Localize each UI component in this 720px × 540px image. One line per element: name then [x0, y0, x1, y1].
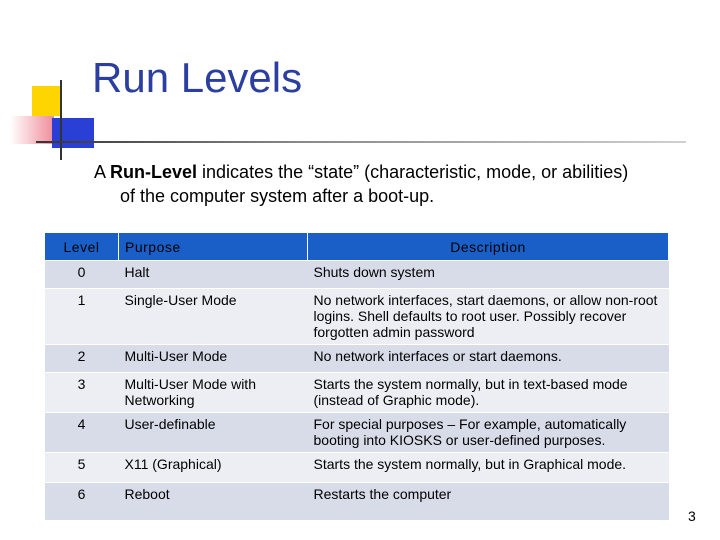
- header-description: Description: [308, 233, 669, 261]
- cell-level: 6: [45, 483, 119, 521]
- slide-title: Run Levels: [92, 54, 303, 101]
- cell-purpose: Reboot: [119, 483, 308, 521]
- decor-yellow-square: [32, 86, 62, 116]
- cell-purpose: Multi-User Mode with Networking: [119, 373, 308, 413]
- cell-purpose: Halt: [119, 261, 308, 289]
- table-row: [45, 453, 669, 483]
- title-underline: [36, 141, 686, 143]
- page-number: 3: [688, 508, 696, 524]
- cell-description: No network interfaces or start daemons.: [308, 345, 669, 373]
- cell-description: Shuts down system: [308, 261, 669, 289]
- cell-description: Starts the system normally, but in Graphical mode.: [308, 453, 669, 483]
- cell-level: 0: [45, 261, 119, 289]
- table-row: [45, 483, 669, 521]
- intro-line2: of the computer system after a boot-up.: [120, 186, 435, 206]
- cell-purpose: Single-User Mode: [119, 289, 308, 345]
- cell-level: 5: [45, 453, 119, 483]
- run-levels-table: [44, 232, 669, 520]
- table-row: [45, 261, 669, 289]
- header-level: Level: [45, 233, 119, 261]
- cell-level: 4: [45, 413, 119, 453]
- cell-description: For special purposes – For example, automatically booting into KIOSKS or user-defined purposes.: [308, 413, 669, 453]
- table-row: [45, 413, 669, 453]
- intro-bold-term: Run-Level: [110, 162, 198, 182]
- intro-paragraph: [94, 160, 704, 208]
- decor-blue-square: [52, 118, 94, 148]
- decor-pink-square: [10, 116, 54, 144]
- table-row: [45, 289, 669, 345]
- cell-level: 3: [45, 373, 119, 413]
- intro-line1-rest: indicates the “state” (characteristic, mode, or abilities): [197, 162, 629, 182]
- cell-purpose: User-definable: [119, 413, 308, 453]
- cell-purpose: Multi-User Mode: [119, 345, 308, 373]
- cell-description: Restarts the computer: [308, 483, 669, 521]
- table-row: [45, 345, 669, 373]
- table-row: [45, 373, 669, 413]
- table-header-row: [45, 233, 669, 261]
- cell-level: 2: [45, 345, 119, 373]
- header-purpose: Purpose: [119, 233, 308, 261]
- cell-description: Starts the system normally, but in text-based mode (instead of Graphic mode).: [308, 373, 669, 413]
- intro-prefix: A: [94, 162, 111, 182]
- cell-description: No network interfaces, start daemons, or allow non-root logins. Shell defaults to root user. Possibly recover forgotten admin password: [308, 289, 669, 345]
- cell-purpose: X11 (Graphical): [119, 453, 308, 483]
- cell-level: 1: [45, 289, 119, 345]
- decor-vertical-line: [60, 80, 62, 160]
